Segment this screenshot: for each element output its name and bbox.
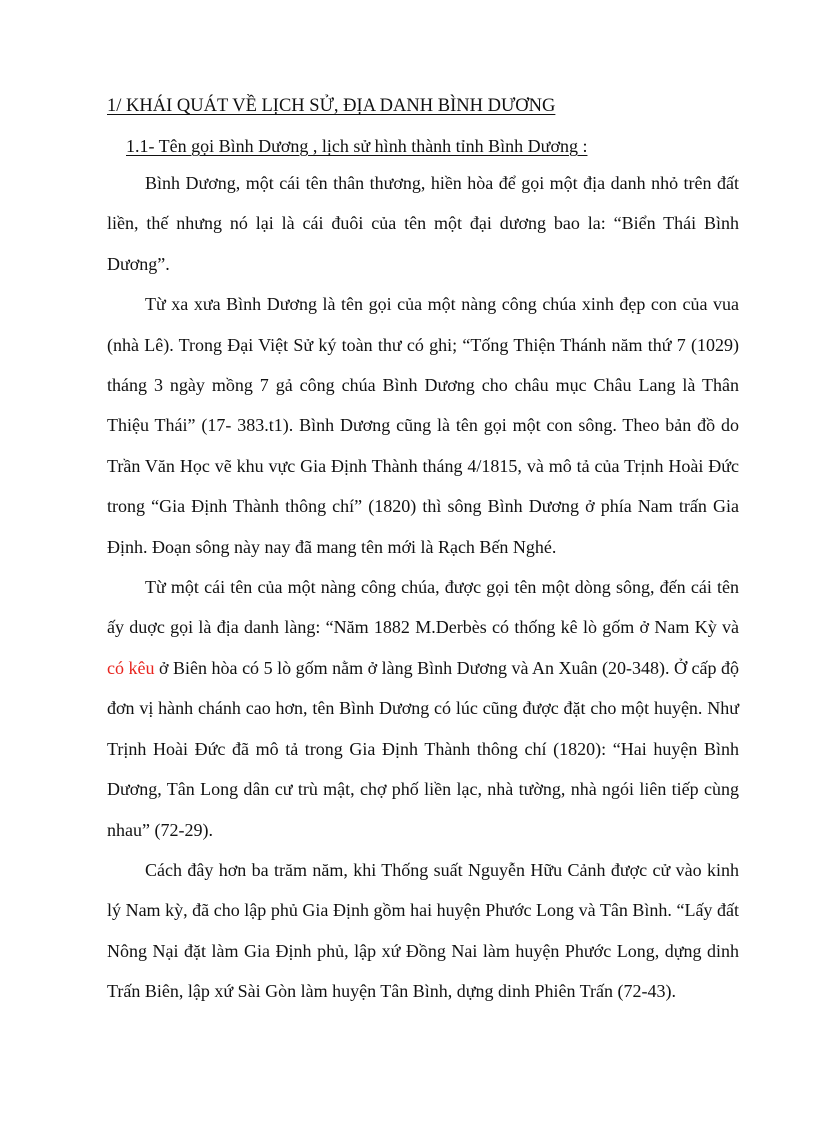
- paragraph-gia-dinh-prefecture: Cách đây hơn ba trăm năm, khi Thống suất Nguyễn Hữu Cảnh được cử vào kinh lý Nam kỳ, đã cho lập phủ Gia Định gồm hai huyện Phước Long và Tân Bình. “Lấy đất Nông Nại đặt làm Gia Định phủ, lập xứ Đồng Nai làm huyện Phước Long, dựng dinh Trấn Biên, lập xứ Sài Gòn làm huyện Tân Bình, dựng dinh Phiên Trấn (72-43).: [107, 859, 739, 1002]
- section-heading: 1/ KHÁI QUÁT VỀ LỊCH SỬ, ĐỊA DANH BÌNH DƯƠNG: [107, 96, 556, 116]
- highlighted-text: có kêu: [107, 657, 155, 678]
- paragraph-text-before-highlight: Từ một cái tên của một nàng công chúa, được gọi tên một dòng sông, đến cái tên ấy duợc gọi là địa danh làng: “Năm 1882 M.Derbès có thống kê lò gốm ở Nam Kỳ và: [107, 577, 739, 638]
- paragraph-text-after-highlight: ở Biên hòa có 5 lò gốm nằm ở làng Bình Dương và An Xuân (20-348). Ở cấp độ đơn vị hành chánh cao hơn, tên Bình Dương có lúc cũng được đặt cho một huyện. Như Trịnh Hoài Đức đã mô tả trong Gia Định Thành thông chí (1820): “Hai huyện Bình Dương, Tân Long dân cư trù mật, chợ phố liền lạc, nhà tường, nhà ngói liên tiếp cùng nhau” (72-29).: [107, 657, 739, 840]
- subsection-heading: 1.1- Tên gọi Bình Dương , lịch sử hình thành tỉnh Bình Dương :: [126, 136, 588, 156]
- paragraph-intro: Bình Dương, một cái tên thân thương, hiền hòa để gọi một địa danh nhỏ trên đất liền, thế nhưng nó lại là cái đuôi của tên một đại dương bao la: “Biển Thái Bình Dương”.: [107, 173, 739, 274]
- paragraph-village-district: [107, 567, 739, 850]
- document-page: [107, 92, 739, 1012]
- paragraph-princess-river: Từ xa xưa Bình Dương là tên gọi của một nàng công chúa xinh đẹp con của vua (nhà Lê). Trong Đại Việt Sử ký toàn thư có ghi; “Tống Thiện Thánh năm thứ 7 (1029) tháng 3 ngày mồng 7 gả công chúa Bình Dương cho châu mục Châu Lang là Thân Thiệu Thái” (17- 383.t1). Bình Dương cũng là tên gọi một con sông. Theo bản đồ do Trần Văn Học vẽ khu vực Gia Định Thành tháng 4/1815, và mô tả của Trịnh Hoài Đức trong “Gia Định Thành thông chí” (1820) thì sông Bình Dương ở phía Nam trấn Gia Định. Đoạn sông này nay đã mang tên mới là Rạch Bến Nghé.: [107, 294, 739, 557]
